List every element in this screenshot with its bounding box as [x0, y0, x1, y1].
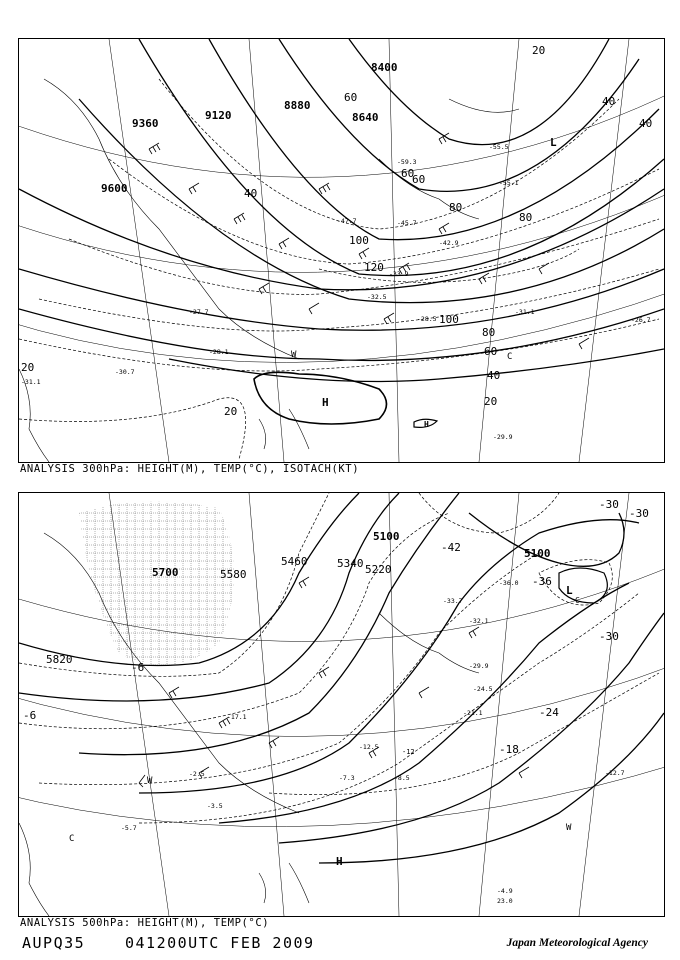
isotherm-label: -12 — [402, 748, 415, 756]
station-label: 23.0 — [497, 897, 513, 905]
height-label-5460: 5460 — [281, 555, 308, 568]
station-label: -36.0 — [499, 579, 519, 587]
temp-label: -33.9 — [389, 270, 409, 278]
isotach-label: 80 — [449, 201, 463, 214]
coastline — [19, 533, 479, 916]
isotach-label: 80 — [482, 326, 496, 339]
temp-label: -47.7 — [337, 217, 357, 225]
isotach-label: 60 — [344, 91, 358, 104]
map-500hpa-svg — [19, 493, 664, 916]
isotach-label: 100 — [349, 234, 369, 247]
low-pressure-marker: L — [566, 584, 573, 597]
station-label: -29.9 — [469, 662, 489, 670]
isotach-label: 60 — [412, 173, 426, 186]
high-pressure-marker-small: H — [424, 420, 429, 429]
temp-label: -45.7 — [397, 219, 417, 227]
wind-barbs — [149, 133, 589, 349]
station-label: -2.5 — [189, 770, 205, 778]
isotach-label: 120 — [364, 261, 384, 274]
isotach-label: 40 — [244, 187, 258, 200]
temp-label: -59.3 — [397, 158, 417, 166]
isotherm-label: -30 — [599, 498, 619, 511]
height-label-5100: 5100 — [373, 530, 400, 543]
isotach-label: 80 — [519, 211, 533, 224]
height-label-9600: 9600 — [101, 182, 128, 195]
map-300hpa — [18, 38, 665, 463]
height-label-9120: 9120 — [205, 109, 232, 122]
height-label-5580: 5580 — [220, 568, 247, 581]
isotach-label: 20 — [224, 405, 238, 418]
isotach-label: 60 — [484, 345, 498, 358]
isotach-label: 20 — [532, 44, 546, 57]
station-label: -12.7 — [605, 769, 625, 777]
station-label: -21.1 — [463, 709, 483, 717]
isotherm-label: -30 — [629, 507, 649, 520]
temp-label: -55.1 — [499, 179, 519, 187]
temp-label: -32.5 — [367, 293, 387, 301]
temp-label: -55.5 — [489, 143, 509, 151]
map-300hpa-svg — [19, 39, 664, 462]
isotach-label: 20 — [21, 361, 35, 374]
height-label-8400: 8400 — [371, 61, 398, 74]
isotherm-label: -42 — [441, 541, 461, 554]
isotach-label: 20 — [484, 395, 498, 408]
height-label-9360: 9360 — [132, 117, 159, 130]
isotherm-label: -18 — [499, 743, 519, 756]
station-label: -33.7 — [443, 597, 463, 605]
height-label-5820: 5820 — [46, 653, 73, 666]
station-label: -8.5 — [394, 774, 410, 782]
station-label: -32.1 — [469, 617, 489, 625]
valid-time: 041200UTC FEB 2009 — [125, 934, 315, 952]
cold-marker: C — [507, 352, 513, 362]
isotach-label: 40 — [487, 369, 501, 382]
station-label: -7.3 — [339, 774, 355, 782]
station-label: -24.5 — [473, 685, 493, 693]
isotherm-label: -36 — [532, 575, 552, 588]
temp-label: -26.7 — [631, 316, 651, 324]
temp-label: -31.1 — [21, 378, 41, 386]
temp-label: -28.5 — [417, 315, 437, 323]
graticule — [19, 39, 664, 462]
station-label: -12.5 — [359, 743, 379, 751]
isotherm-label: -6 — [131, 661, 145, 674]
cold-marker: C — [575, 596, 580, 605]
height-label-5700: 5700 — [152, 566, 179, 579]
hatched-area — [79, 502, 234, 666]
temp-label: -28.1 — [209, 348, 229, 356]
chart-id: AUPQ35 — [22, 934, 86, 952]
isotherm-label: -6 — [23, 709, 37, 722]
isotherm-label: -30 — [599, 630, 619, 643]
isotach-label: 60 — [401, 167, 415, 180]
height-label-5340: 5340 — [337, 557, 364, 570]
warm-marker: W — [291, 350, 297, 360]
warm-marker: W — [566, 823, 572, 833]
station-label: -17.1 — [227, 713, 247, 721]
station-label: -5.7 — [121, 824, 137, 832]
warm-marker: W — [147, 776, 153, 786]
isotach-label: 100 — [439, 313, 459, 326]
caption-500hpa: ANALYSIS 500hPa: HEIGHT(M), TEMP(°C) — [20, 917, 270, 929]
isotherm-label: -24 — [539, 706, 559, 719]
station-label: -3.5 — [207, 802, 223, 810]
height-label-8880: 8880 — [284, 99, 311, 112]
caption-300hpa: ANALYSIS 300hPa: HEIGHT(M), TEMP(°C), ISOTACH(KT) — [20, 463, 360, 475]
height-label-5100-east: 5100 — [524, 547, 551, 560]
isotach-label: 40 — [602, 95, 616, 108]
map-500hpa — [18, 492, 665, 917]
height-label-5220: 5220 — [365, 563, 392, 576]
temp-label: -31.1 — [515, 308, 535, 316]
agency-name: Japan Meteorological Agency — [506, 937, 648, 949]
high-pressure-marker: H — [322, 396, 329, 409]
height-label-8640: 8640 — [352, 111, 379, 124]
temp-label: -29.9 — [493, 433, 513, 441]
isotach-label: 40 — [639, 117, 653, 130]
high-pressure-marker: H — [336, 855, 343, 868]
temp-label: -42.9 — [439, 239, 459, 247]
temp-label: -27.7 — [189, 308, 209, 316]
station-label: -4.9 — [497, 887, 513, 895]
cold-marker: C — [69, 834, 75, 844]
temp-label: -30.7 — [115, 368, 135, 376]
low-pressure-marker: L — [550, 136, 557, 149]
